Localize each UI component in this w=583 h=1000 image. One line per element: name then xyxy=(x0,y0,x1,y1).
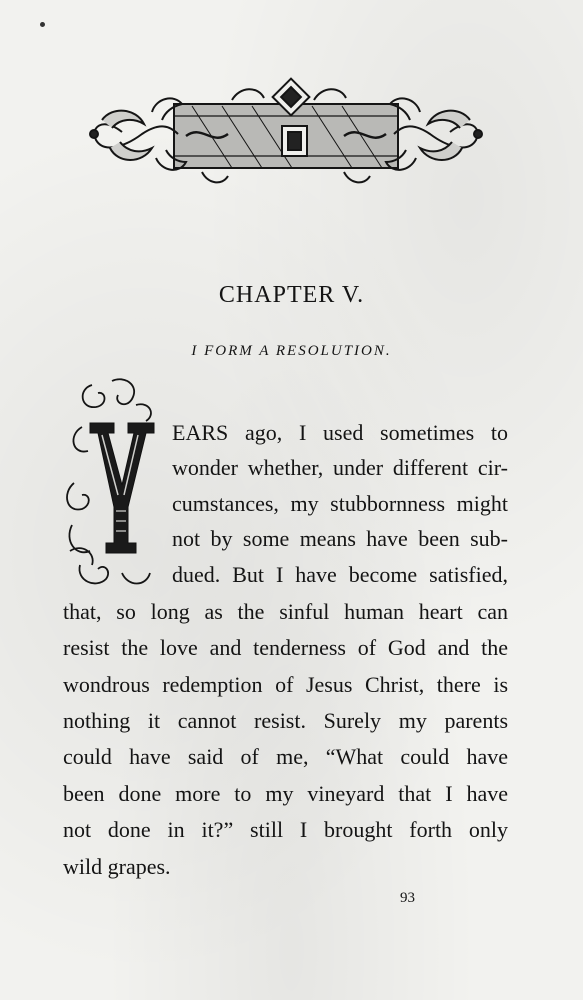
body-line: dued. But I have become satisfied, xyxy=(172,562,508,587)
chapter-title: CHAPTER V. xyxy=(218,282,365,308)
body-line: nothing it cannot resist. Surely my parents xyxy=(63,708,508,733)
print-speck xyxy=(40,22,45,27)
body-line: wild grapes. xyxy=(63,854,171,879)
headpiece-ornament xyxy=(82,76,490,190)
page-number: 93 xyxy=(400,890,415,906)
chapter-subtitle: I FORM A RESOLUTION. xyxy=(191,343,392,359)
body-line: not by some means have been sub- xyxy=(172,526,508,551)
body-line: could have said of me, “What could have xyxy=(63,744,508,769)
body-line: EARS ago, I used sometimes to xyxy=(172,420,508,445)
body-line: that, so long as the sinful human heart can xyxy=(63,599,508,624)
body-line: cumstances, my stubbornness might xyxy=(172,491,508,516)
body-line: wondrous redemption of Jesus Christ, there is xyxy=(63,672,508,697)
body-line: been done more to my vineyard that I have xyxy=(63,781,508,806)
body-line: resist the love and tenderness of God and the xyxy=(63,635,508,660)
body-line: wonder whether, under different cir- xyxy=(172,455,508,480)
illuminated-drop-cap xyxy=(62,375,158,593)
body-line: not done in it?” still I brought forth only xyxy=(63,817,508,842)
